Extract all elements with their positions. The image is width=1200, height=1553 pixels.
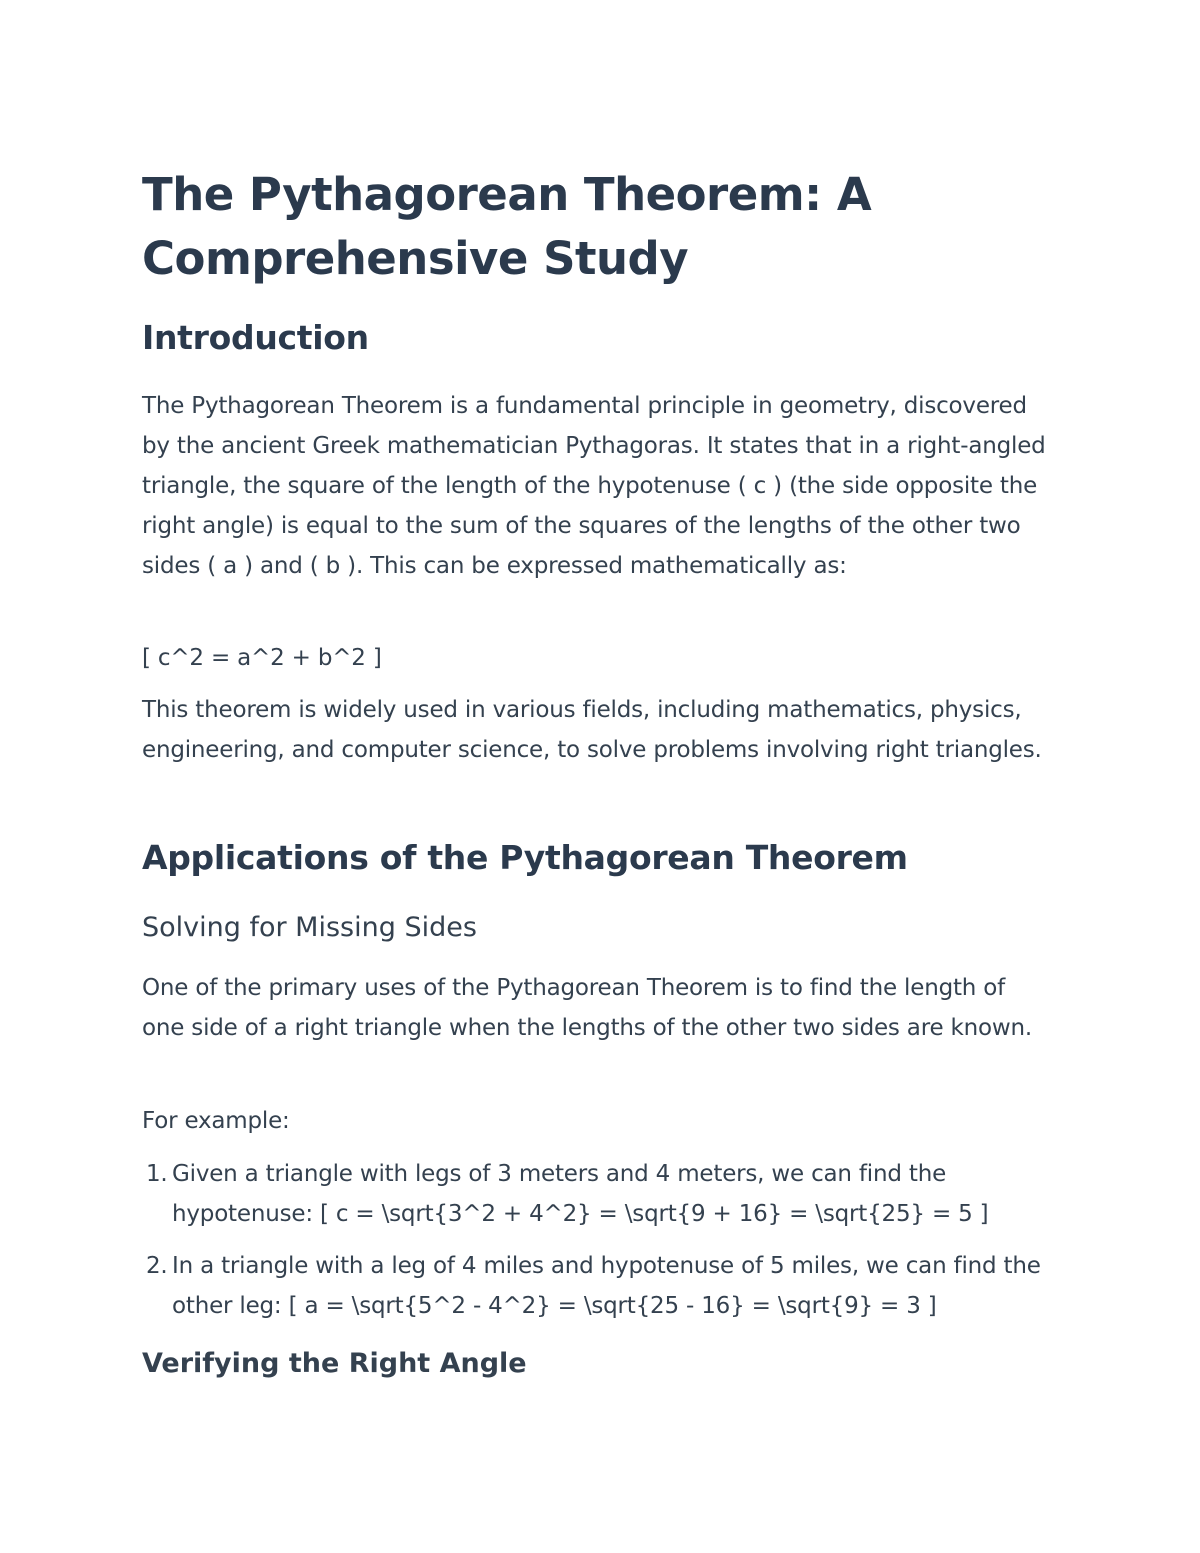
section-heading-applications: Applications of the Pythagorean Theorem (142, 838, 908, 877)
intro-paragraph-1: The Pythagorean Theorem is a fundamental principle in geometry, discovered by the ancient Greek mathematician Pythagoras. It states that in a right-angled triangle, the square of the length of the hypotenuse ( c ) (the side opposite the right angle) is equal to the sum of the squares of the lengths of the other two sides ( a ) and ( b ). This can be expressed mathematically as: (142, 393, 1046, 579)
list-item (142, 1246, 1062, 1326)
example-intro: For example: (142, 1108, 290, 1134)
list-item-text: In a triangle with a leg of 4 miles and hypotenuse of 5 miles, we can find the other leg: [ a = \sqrt{5^2 - 4^2} = \sqrt{25 - 16} = \sqrt{9} = 3 ] (172, 1253, 1041, 1319)
list-item-number: 2. (146, 1253, 168, 1279)
subsection-heading-missing-sides: Solving for Missing Sides (142, 912, 477, 943)
missing-sides-paragraph: One of the primary uses of the Pythagorean Theorem is to find the length of one side of a right triangle when the lengths of the other two sides are known. (142, 975, 1032, 1041)
intro-paragraph-2: This theorem is widely used in various fields, including mathematics, physics, engineering, and computer science, to solve problems involving right triangles. (142, 697, 1042, 763)
list-item (142, 1154, 1062, 1234)
list-item-text: Given a triangle with legs of 3 meters and 4 meters, we can find the hypotenuse: [ c = \sqrt{3^2 + 4^2} = \sqrt{9 + 16} = \sqrt{25} = 5 ] (172, 1161, 989, 1227)
intro-formula: [ c^2 = a^2 + b^2 ] (142, 645, 382, 671)
document-title: The Pythagorean Theorem: A Comprehensive Study (142, 168, 872, 285)
examples-list (142, 1154, 1062, 1326)
subsection-heading-verifying: Verifying the Right Angle (142, 1348, 527, 1379)
section-heading-introduction: Introduction (142, 318, 369, 357)
list-item-number: 1. (146, 1161, 168, 1187)
